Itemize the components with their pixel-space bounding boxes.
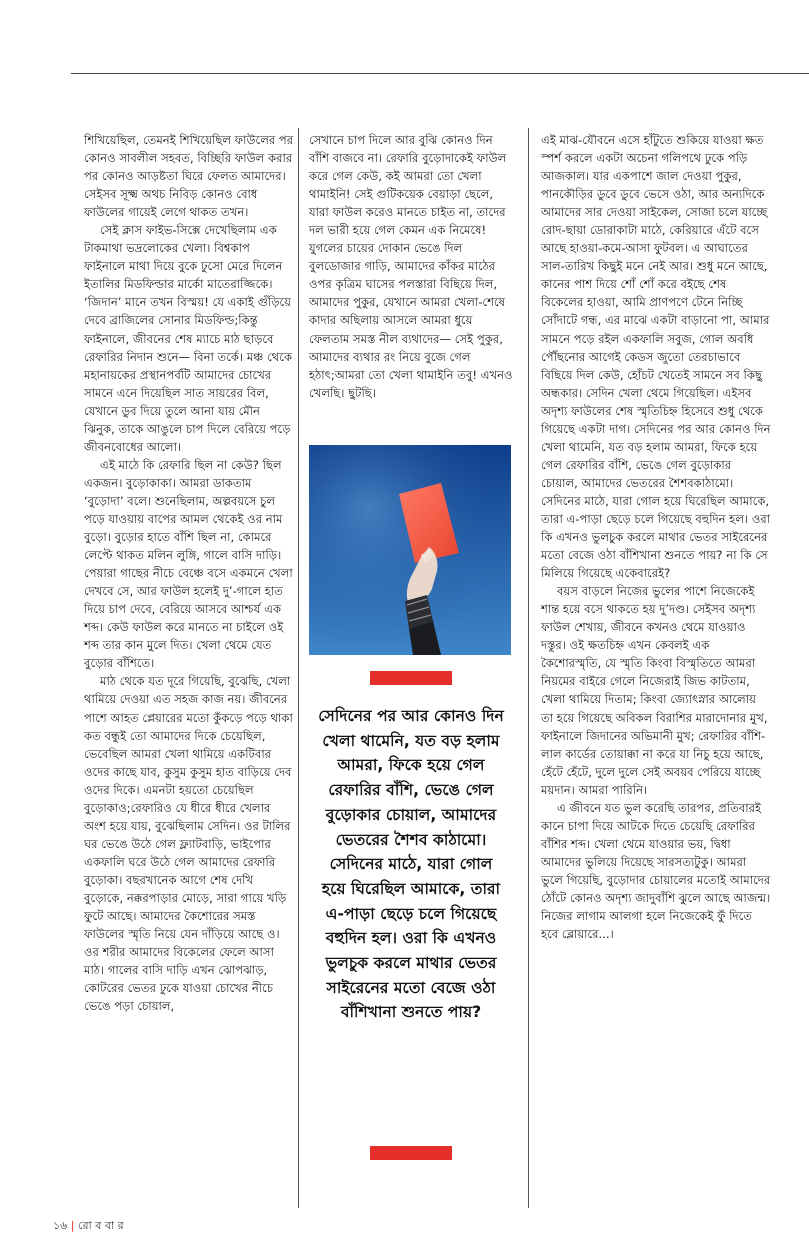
article-column-1 [84,131,294,1015]
red-card-photo [309,445,511,655]
paragraph: শিখিয়েছিল, তেমনই শিখিয়েছিল ফাউলের পর কোনও সাবলীল সহবত, বিচ্ছিরি ফাউল করার পর কোনও আড়ষ্টতা ঘিরে ফেলত আমাদের। সেইসব সূক্ষ্ম অথচ নিবিড় কোনও বোধ ফাউলের গায়েই লেগে থাকত তখন। [84,133,294,220]
article-column-2 [309,131,515,402]
footer-separator: | [70,1219,75,1232]
paragraph: মাঠ থেকে যত দূরে গিয়েছি, বুঝেছি, খেলা থামিয়ে দেওয়া এত সহজ কাজ নয়। জীবনের পাশে আহত প্লেয়ারের মতো কুঁকড়ে পড়ে থাকা কত বন্ধুই তো আমাদের দিকে চেয়েছিল, ভেবেছিল আমরা খেলা থামিয়ে একটিবার ওদের কাছে যাব, কুসুম কুসুম হাত বাড়িয়ে দেব ওদের দিকে। এমনটা হয়তো চেয়েছিল বুড়োকাও;রেফারিও যে ধীরে ধীরে খেলার অংশ হয়ে যায়, বুঝেছিলাম সেদিন। ওর টালির ঘর ভেঙে উঠে গেল ফ্ল্যাটবাড়ি, ভাইপোর একফালি ঘরে উঠে গেল আমাদের রেফারি বুড়োকা। বছরখানেক আগে শেষ দেখি বুড়োকে, নক্করপাড়ার মোড়ে, সারা গায়ে খড়ি ফুটে আছে। আমাদের কৈশোরের সমস্ত ফাউলের স্মৃতি নিয়ে যেন দাঁড়িয়ে আছে ও। ওর শরীর আমাদের বিকেলের ফেলে আসা মাঠ। গালের বাসি দাড়ি এখন ঝোপঝাড়, কোটরের ভেতর ঢুকে যাওয়া চোখের নীচে ভেঙে পড়া চোয়াল, [84,674,293,1014]
article-column-3 [541,131,771,943]
section-name: রো ব বা র [78,1219,124,1232]
page-number: ১৬ [53,1219,68,1232]
paragraph: এই মাঠে কি রেফারি ছিল না কেউ? ছিল একজন। বুড়োকাকা। আমরা ডাকতাম ‘বুড়োদা’ বলে। শুনেছিলাম, অল্পবয়সে চুল পড়ে যাওয়ায় বাপের আমল থেকেই ওর নাম বুড়ো। বুড়োর হাতে বাঁশি ছিল না, কোমরে লেপ্টে থাকত মলিন লুঙ্গি, গালে বাসি দাড়ি। পেয়ারা গাছের নীচে বেঞ্চে বসে একমনে খেলা দেখবে সে, আর ফাউল হলেই দু’-গালে হাত দিয়ে চাপ দেবে, বেরিয়ে আসবে আশ্চর্য এক শব্দ। কেউ ফাউল করে মানতে না চাইলে ওই শব্দ তার কান মুলে দিত। খেলা থেমে যেত বুড়োর বাঁশিতে। [84,457,293,671]
column-divider [298,128,299,1208]
paragraph: বয়স বাড়লে নিজের ভুলের পাশে নিজেকেই শান্ত হয়ে বসে থাকতে হয় দু’দণ্ড। সেইসব অদৃশ্য ফাউল শেখায়, জীবনে কখনও থেমে যাওয়াও দস্তুর। ওই ক্ষতচিহ্ন এখন কেবলই এক কৈশোরস্মৃতি, যে স্মৃতি কিংবা বিস্মৃতিতে আমরা নিয়মের বাইরে গেলে নিজেরাই জিভ কাটতাম, খেলা থামিয়ে দিতাম; কিংবা জ্যোৎস্নার আলোয় তা হয়ে গিয়েছে অবিকল বিরাশির মারাদোনার মুখ, ফাইনালে জিদানের অভিমানী মুখ; রেফারির বাঁশি-লাল কার্ডের তোয়াক্কা না করে যা নিচু হয়ে আছে, হেঁটে হেঁটে, দুলে দুলে সেই অবয়ব পেরিয়ে যাচ্ছে ময়দান। আমরা পারিনি। [541,584,768,797]
page-footer [53,1217,124,1236]
pull-quote-bottom-bar [370,1146,452,1160]
referee-red-card-image [309,445,511,655]
paragraph: এ জীবনে যত ভুল করেছি তারপর, প্রতিবারই কানে চাপা দিয়ে আটকে দিতে চেয়েছি রেফারির বাঁশির শব্দ। খেলা থেমে যাওয়ার ভয়, দ্বিধা আমাদের ভুলিয়ে দিয়েছে সারসত্যটুকু। আমরা ভুলে গিয়েছি, বুড়োদার চোয়ালের মতোই আমাদের ঠোঁটে কোনও অদৃশ্য জাদুবাঁশি ঝুলে আছে আজন্ম। নিজের লাগাম আলগা হলে নিজেকেই ফুঁ দিতে হবে ব্লোয়ারে...। [541,800,771,942]
top-rule [71,73,809,74]
paragraph: এই মাঝ-যৌবনে এসে হাঁটুতে শুকিয়ে যাওয়া ক্ষত স্পর্শ করলে একটা অচেনা গলিপথে ঢুকে পড়ি আজকাল। যার একপাশে জাল দেওয়া পুকুর, পানকৌড়ির ডুবে ডুবে ভেসে ওঠা, আর অন্যদিকে আমাদের সার দেওয়া সাইকেল, সোজা চলে যাচ্ছে রোদ-ছায়া ডোরাকাটা মাঠে, কেরিয়ারে এঁটে বসে আছে হাওয়া-কমে-আসা ফুটবল। এ আঘাতের সাল-তারিখ কিছুই মনে নেই আর। শুধু মনে আছে, কানের পাশ দিয়ে শোঁ শোঁ করে বইছে শেষ বিকেলের হাওয়া, আমি প্রাণপণে টেনে নিচ্ছি সোঁদাটে গন্ধ, এর মাঝে একটা বাড়ানো পা, আমার সামনে পড়ে রইল একফালি সবুজ, গোল অবধি পৌঁছনোর আগেই কেডস জুতো তেরচাভাবে বিছিয়ে দিল কেউ, হোঁচট খেতেই সামনে সব কিছু অন্ধকার। সেদিন খেলা থেমে গিয়েছিল। এইসব অদৃশ্য ফাউলের শেষ স্মৃতিচিহ্ন হিসেবে শুধু থেকে গিয়েছে একটা দাগ। সেদিনের পর আর কোনও দিন খেলা থামেনি, যত বড় হলাম আমরা, ফিকে হয়ে গেল রেফারির বাঁশি, ভেঙে গেল বুড়োকার চোয়াল, আমাদের ভেতরের শৈশবকাঠামো। সেদিনের মাঠে, যারা গোল হয়ে ঘিরেছিল আমাকে, তারা এ-পাড়া ছেড়ে চলে গিয়েছে বহুদিন হল। ওরা কি এখনও ভুলচুক করলে মাথার ভেতর সাইরেনের মতো বেজে ওঠা বাঁশিখানা শুনতে পায়? না কি সে মিলিয়ে গিয়েছে একেবারেই? [541,133,771,581]
paragraph: সেই ক্লাস ফাইভ-সিক্সে দেখেছিলাম এক টাকমাথা ভদ্রলোকের খেলা। বিশ্বকাপ ফাইনালে মাথা দিয়ে বুকে ঢুসো মেরে দিলেন ইতালির মিডফিল্ডার মার্কো মাতেরাজ্জিকে। ‘জিদান’ মানে তখন বিস্ময়! যে একাই গুঁড়িয়ে দেবে ব্রাজিলের সোনার মিডফিল্ড;কিন্তু ফাইনালে, জীবনের শেষ ম্যাচে মাঠ ছাড়বে রেফারির নিদান শুনে— বিনা তর্কে। মঞ্চ থেকে মহানায়কের প্রস্থানপর্বটি আমাদের চোখের সামনে এনে দিয়েছিল সাত সায়রের বিল, যেখানে ডুব দিয়ে তুলে আনা যায় মৌন ঝিনুক, তাকে আঙুলে চাপ দিলে বেরিয়ে পড়ে জীবনবোধের আলো। [84,223,293,454]
paragraph: সেখানে চাপ দিলে আর বুঝি কোনও দিন বাঁশি বাজবে না। রেফারি বুড়োদাকেই ফাউল করে গেল কেউ, কই আমরা তো খেলা থামাইনি! সেই গুটিকয়েক বেয়াড়া ছেলে, যারা ফাউল করেও মানতে চাইত না, তাদের দল ভারী হয়ে গেল কেমন এক নিমেষে! যুগলের চায়ের দোকান ভেঙে দিল বুলডোজার গাড়ি, আমাদের কাঁকর মাঠের ওপর কৃত্রিম ঘাসের পলস্তারা বিছিয়ে দিল, আমাদের পুকুর, যেখানে আমরা খেলা-শেষে কাদার অছিলায় আসলে আমরা ধুয়ে ফেলতাম সমস্ত নীল ব্যথাদের— সেই পুকুর, আমাদের ব্যথার রং নিয়ে বুজে গেল হঠাৎ;আমরা তো খেলা থামাইনি তবু! এখনও খেলছি। ছুটছি। [309,133,513,400]
pull-quote-top-bar [370,671,452,685]
column-divider [528,128,529,1208]
pull-quote: সেদিনের পর আর কোনও দিন খেলা থামেনি, যত বড় হলাম আমরা, ফিকে হয়ে গেল রেফারির বাঁশি, ভেঙে গেল বুড়োকার চোয়াল, আমাদের ভেতরের শৈশব কাঠামো। সেদিনের মাঠে, যারা গোল হয়ে ঘিরেছিল আমাকে, তারা এ-পাড়া ছেড়ে চলে গিয়েছে বহুদিন হল। ওরা কি এখনও ভুলচুক করলে মাথার ভেতর সাইরেনের মতো বেজে ওঠা বাঁশিখানা শুনতে পায়? [318,707,504,1022]
